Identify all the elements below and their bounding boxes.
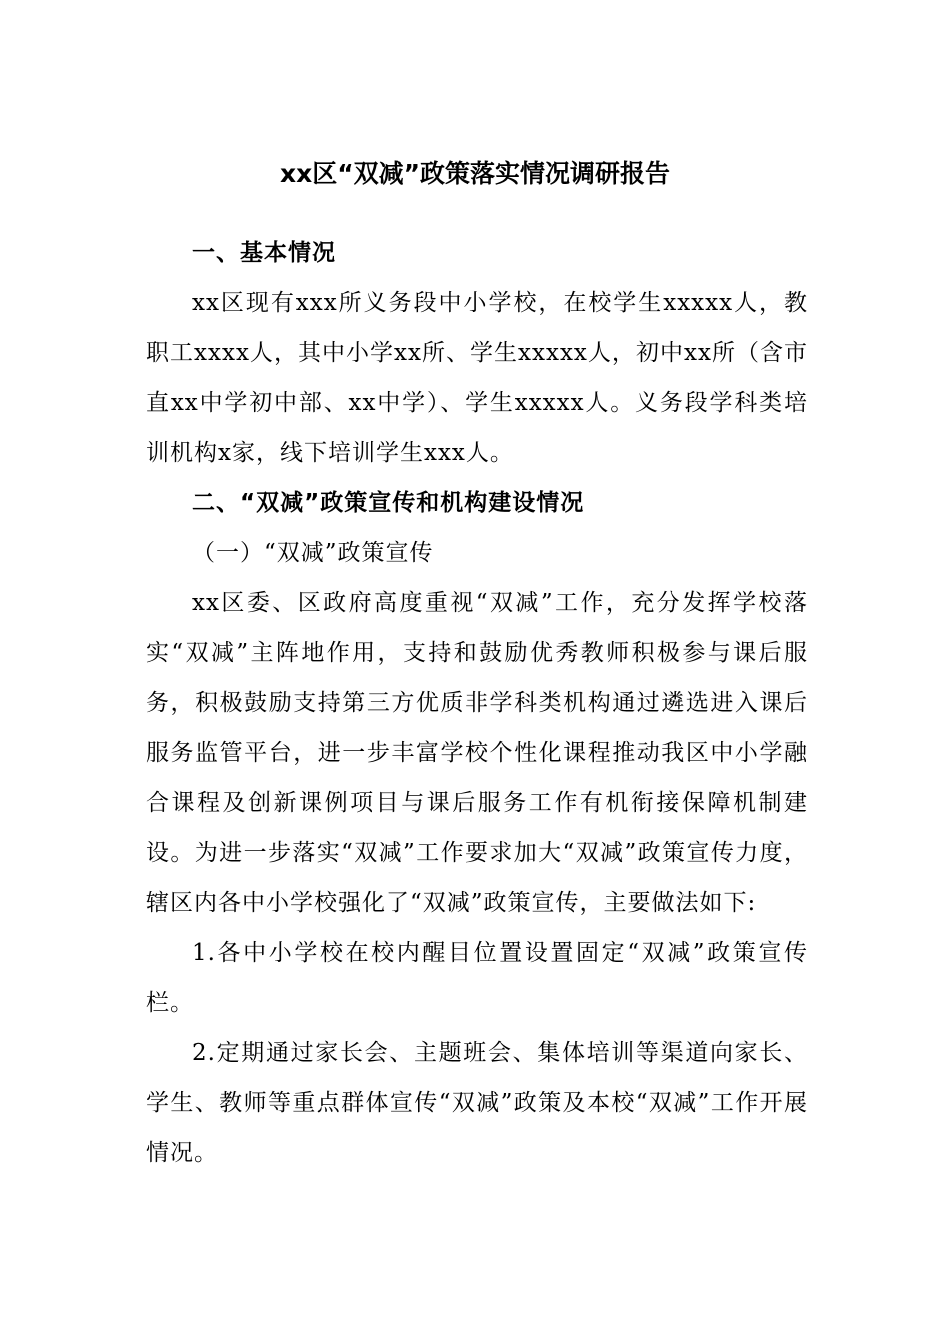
section-heading-policy-promotion: 二、“双减”政策宣传和机构建设情况: [192, 490, 585, 516]
document-title: xx区“双减”政策落实情况调研报告: [279, 159, 671, 188]
list-item: 1.各中小学校在校内醒目位置设置固定“双减”政策宣传栏。: [146, 940, 808, 1016]
paragraph-policy-publicity: xx区委、区政府高度重视“双减”工作，充分发挥学校落实“双减”主阵地作用，支持和鼓励优秀教师积极参与课后服务，积极鼓励支持第三方优质非学科类机构通过遴选进入课后服务监管平台，进一步丰富学校个性化课程推动我区中小学融合课程及创新课例项目与课后服务工作有机衔接保障机制建设。为进一步落实“双减”工作要求加大“双减”政策宣传力度，辖区内各中小学校强化了“双减”政策宣传，主要做法如下:: [146, 590, 808, 916]
subsection-heading-policy-publicity: （一）“双减”政策宣传: [192, 540, 434, 566]
paragraph-basic-info: xx区现有xxx所义务段中小学校，在校学生xxxxx人，教职工xxxx人，其中小学xx所、学生xxxxx人，初中xx所（含市直xx中学初中部、xx中学）、学生xxxxx人。义务段学科类培训机构x家，线下培训学生xxx人。: [146, 290, 808, 466]
section-heading-basic-info: 一、基本情况: [192, 240, 336, 266]
document-body: [146, 228, 808, 1178]
list-item: 2.定期通过家长会、主题班会、集体培训等渠道向家长、学生、教师等重点群体宣传“双减”政策及本校“双减”工作开展情况。: [146, 1040, 808, 1166]
